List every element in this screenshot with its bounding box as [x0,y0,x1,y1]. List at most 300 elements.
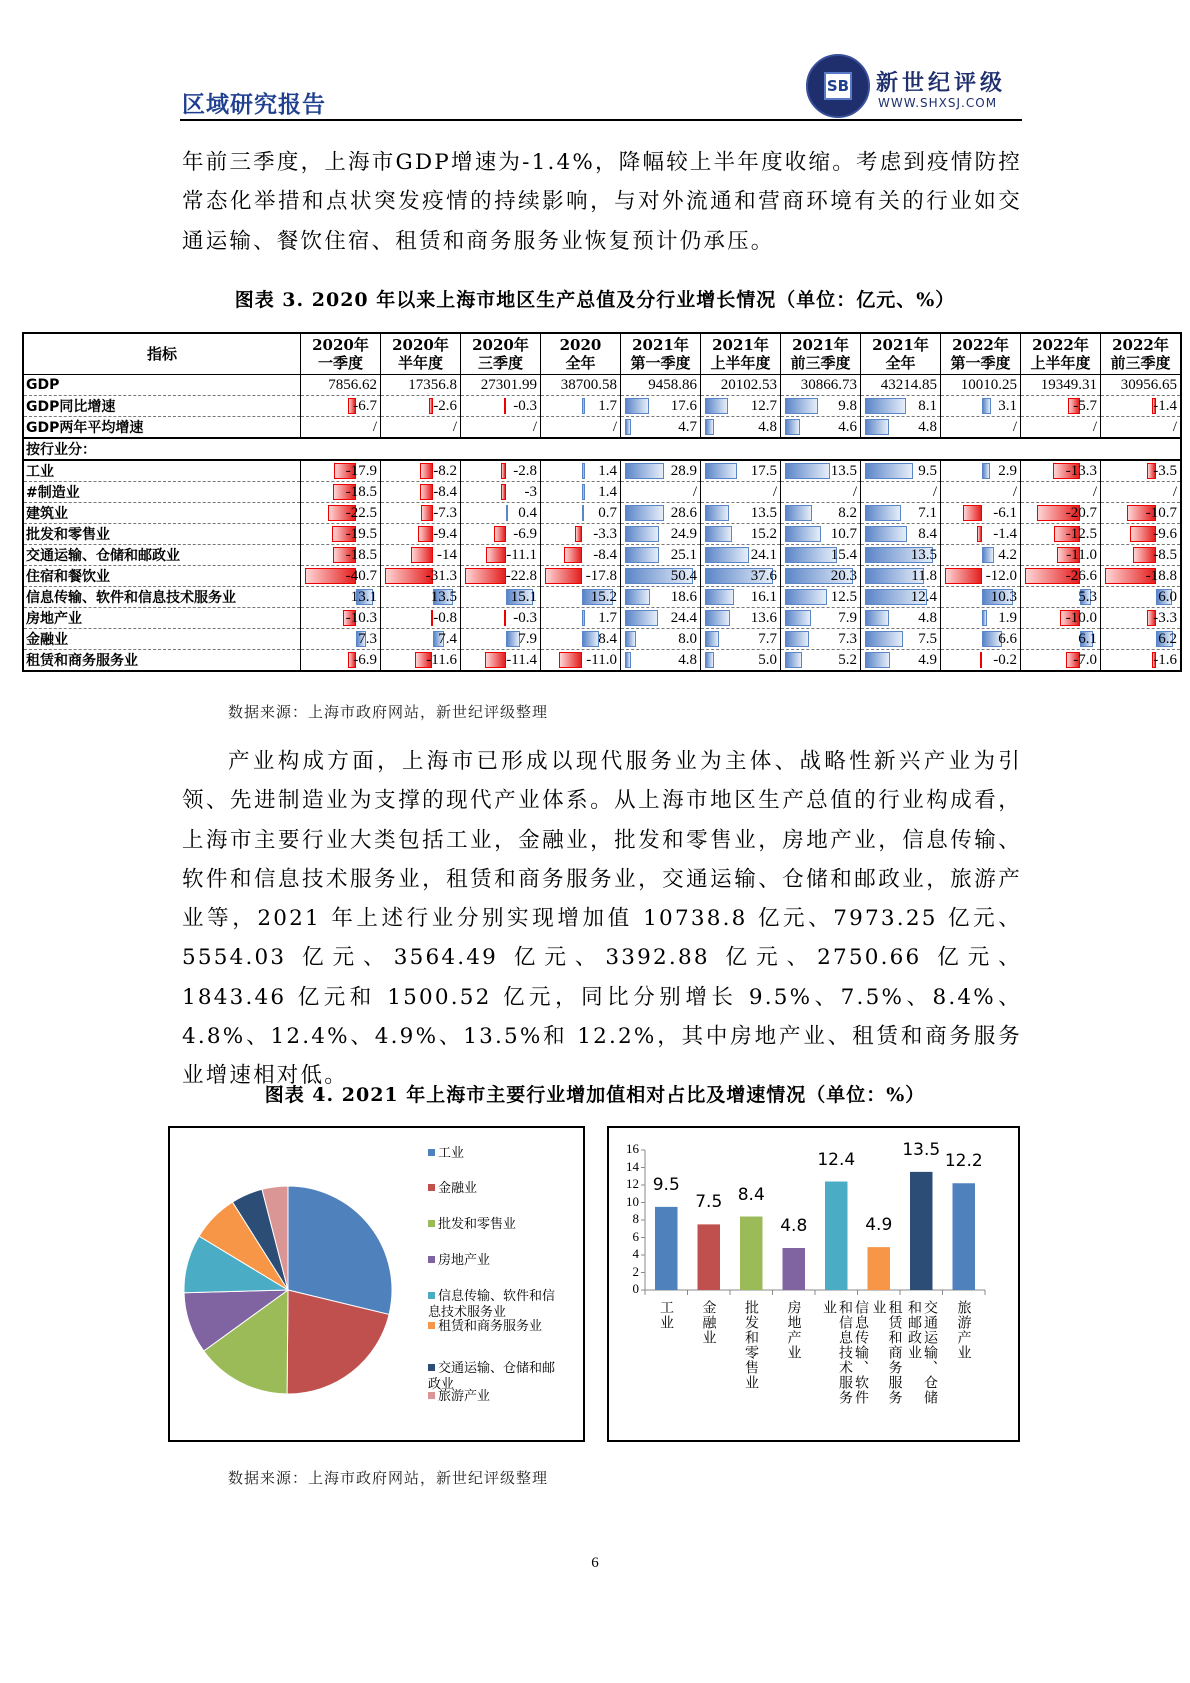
table-row [23,650,1181,672]
table-cell [621,460,701,482]
positive-data-bar [625,652,631,668]
cell-value: -1.6 [1153,651,1177,668]
table-row [23,375,1181,396]
column-header-line: 上半年度 [1030,354,1091,372]
table-cell [1021,396,1101,417]
row-label: 租赁和商务服务业 [23,650,301,672]
table-cell [701,566,781,587]
cell-value: 11.8 [911,567,937,584]
cell-value: 1.4 [598,462,617,479]
table-row [23,460,1181,482]
column-header-indicator: 指标 [23,333,301,375]
cell-value: 10.3 [990,588,1017,605]
table-cell [861,629,941,650]
cell-value: -11.1 [506,546,537,563]
legend-label: 交通运输、仓储和邮政业 [428,1361,556,1392]
cell-value: 7.5 [918,630,937,647]
cell-value: 7.9 [838,609,857,626]
table-cell [1101,545,1182,566]
table-cell [701,524,781,545]
negative-data-bar [564,547,581,563]
table-cell [941,650,1021,672]
cell-value: 4.8 [758,418,777,435]
cell-value: -11.0 [586,651,617,668]
positive-data-bar [865,631,903,647]
cell-value: / [612,418,617,435]
table-cell [1101,482,1182,503]
table-cell [301,375,381,396]
cell-value: -22.8 [505,567,537,584]
cell-value: 12.7 [750,397,777,414]
table-cell [381,503,461,524]
negative-data-bar [420,463,432,479]
x-category-label: 信息传输、软件和信息技术服务业 [821,1300,869,1405]
table-cell [701,545,781,566]
bar [825,1182,848,1291]
positive-data-bar [865,398,906,414]
bar-data-label: 13.5 [902,1139,941,1160]
legend-label: 工业 [438,1146,465,1161]
positive-data-bar [785,589,827,605]
legend-label: 房地产业 [438,1253,491,1268]
bar [910,1172,933,1290]
table-cell [941,587,1021,608]
table-cell [381,629,461,650]
table-cell [621,608,701,629]
positive-data-bar [785,463,830,479]
cell-value: -3.3 [593,525,617,542]
negative-data-bar [418,526,432,542]
table-cell [621,482,701,503]
table-cell [301,524,381,545]
legend-swatch [428,1292,435,1299]
table-cell [781,587,861,608]
cell-value: 2.9 [998,462,1017,479]
positive-data-bar [582,463,585,479]
table-cell [381,460,461,482]
cell-value: -11.6 [426,651,457,668]
table-cell [541,460,621,482]
y-tick-label: 2 [632,1263,639,1279]
legend-label: 旅游产业 [438,1389,491,1404]
legend-swatch [428,1149,435,1156]
column-header-line: 2022年 [1112,336,1169,354]
table-cell [541,566,621,587]
table-cell [701,460,781,482]
bar [868,1247,891,1290]
table-cell [1101,650,1182,672]
column-header-line: 2021年 [872,336,929,354]
positive-data-bar [705,610,730,626]
cell-value: -17.8 [585,567,617,584]
company-logo [806,54,870,118]
positive-data-bar [625,505,664,521]
column-header-line: 2022年 [952,336,1009,354]
table-cell [381,608,461,629]
cell-value: 5.0 [758,651,777,668]
cell-value: 0.7 [598,504,617,521]
table-row [23,503,1181,524]
negative-data-bar [575,526,582,542]
cell-value: 8.0 [678,630,697,647]
table-cell [781,503,861,524]
cell-value: / [772,483,777,500]
cell-value: 1.4 [598,483,617,500]
table-cell [941,396,1021,417]
positive-data-bar [705,526,732,542]
positive-data-bar [705,419,714,435]
positive-data-bar [705,547,749,563]
cell-value: 7856.62 [328,376,377,393]
positive-data-bar [785,526,821,542]
positive-data-bar [865,463,913,479]
cell-value: -11.4 [506,651,537,668]
row-label: GDP [23,375,301,396]
negative-data-bar [486,547,506,563]
table-cell [541,375,621,396]
positive-data-bar [625,398,649,414]
legend-item [428,1217,558,1233]
positive-data-bar [982,610,988,626]
cell-value: -17.9 [345,462,377,479]
cell-value: -3.5 [1153,462,1177,479]
negative-data-bar [977,526,981,542]
x-category-label: 旅游产业 [955,1300,972,1360]
bar-data-label: 7.5 [695,1192,723,1213]
positive-data-bar [705,463,737,479]
column-header-line: 全年 [565,354,596,372]
bar-data-label: 4.9 [865,1215,893,1236]
table-cell [781,566,861,587]
y-tick-label: 8 [632,1211,639,1226]
column-header [301,333,381,375]
cell-value: / [1172,418,1177,435]
cell-value: -13.3 [1065,462,1097,479]
negative-data-bar [504,398,506,414]
table-cell [301,650,381,672]
table-cell [301,587,381,608]
table-cell [861,650,941,672]
cell-value: -9.6 [1153,525,1177,542]
positive-data-bar [582,505,584,521]
cell-value: 16.1 [750,588,777,605]
table-cell [621,587,701,608]
cell-value: 30956.65 [1120,376,1177,393]
cell-value: 17356.8 [408,376,457,393]
cell-value: / [1012,418,1017,435]
table-row [23,417,1181,439]
cell-value: 24.9 [670,525,697,542]
table-cell [541,524,621,545]
positive-data-bar [705,652,714,668]
negative-data-bar [545,568,582,584]
row-label: 交通运输、仓储和邮政业 [23,545,301,566]
bar [953,1183,976,1290]
cell-value: -0.2 [993,651,1017,668]
table-cell [781,417,861,439]
table-cell [541,608,621,629]
cell-value: 18.6 [670,588,697,605]
table-cell [621,417,701,439]
table-row [23,608,1181,629]
legend-label: 金融业 [438,1181,478,1196]
cell-value: 20.3 [830,567,857,584]
cell-value: 7.7 [758,630,777,647]
column-header-line: 2020年 [312,336,369,354]
cell-value: 15.2 [590,588,617,605]
table-cell [1021,482,1101,503]
row-label: 信息传输、软件和信息技术服务业 [23,587,301,608]
table-cell [861,608,941,629]
cell-value: 10.7 [830,525,857,542]
column-header [941,333,1021,375]
table-cell [1021,375,1101,396]
table-cell [941,608,1021,629]
table-cell [301,417,381,439]
table-cell [381,650,461,672]
cell-value: 5.3 [1078,588,1097,605]
table-cell [701,629,781,650]
table-cell [461,587,541,608]
cell-value: 27301.99 [480,376,537,393]
table-cell [701,396,781,417]
cell-value: 4.8 [678,651,697,668]
cell-value: 6.1 [1078,630,1097,647]
report-section-title: 区域研究报告 [182,92,326,118]
negative-data-bar [465,568,506,584]
table-cell [781,524,861,545]
cell-value: 50.4 [670,567,697,584]
cell-value: 24.1 [750,546,777,563]
figure3-source: 数据来源：上海市政府网站，新世纪评级整理 [228,703,549,721]
table-row [23,482,1181,503]
cell-value: -6.9 [513,525,537,542]
cell-value: 43214.85 [880,376,937,393]
y-tick-label: 6 [632,1228,639,1244]
column-header-line: 一季度 [317,354,363,372]
table-cell [1101,629,1182,650]
column-header [1101,333,1182,375]
cell-value: -11.0 [1066,546,1097,563]
positive-data-bar [705,505,729,521]
cell-value: 7.3 [838,630,857,647]
row-label: 批发和零售业 [23,524,301,545]
cell-value: -18.5 [345,483,377,500]
positive-data-bar [705,398,728,414]
positive-data-bar [705,631,719,647]
table-cell [381,482,461,503]
cell-value: 12.5 [830,588,857,605]
positive-data-bar [625,419,631,435]
legend-swatch [428,1364,435,1371]
table-cell [701,503,781,524]
table-cell [941,482,1021,503]
cell-value: / [692,483,697,500]
positive-data-bar [982,547,995,563]
column-header-line: 2020年 [472,336,529,354]
column-header-line: 半年度 [397,354,443,372]
x-category-label: 房地产业 [785,1300,802,1360]
column-header-line: 第一季度 [630,354,691,372]
cell-value: 13.5 [830,462,857,479]
pie-chart-panel [168,1126,585,1442]
x-category-label: 批发和零售业 [743,1300,759,1390]
positive-data-bar [705,589,734,605]
table-cell [781,396,861,417]
legend-label: 租赁和商务服务业 [438,1319,543,1334]
table-cell [1101,587,1182,608]
cell-value: 4.2 [998,546,1017,563]
cell-value: / [532,418,537,435]
positive-data-bar [625,463,664,479]
table-cell [701,417,781,439]
cell-value: 13.5 [910,546,937,563]
table-cell [941,566,1021,587]
positive-data-bar [582,631,599,647]
positive-data-bar [625,547,659,563]
column-header-line: 前三季度 [1110,354,1171,372]
negative-data-bar [501,463,506,479]
cell-value: -1.4 [1153,397,1177,414]
cell-value: -3.3 [1153,609,1177,626]
cell-value: 24.4 [670,609,697,626]
table-cell [1021,417,1101,439]
cell-value: 15.2 [750,525,777,542]
cell-value: 28.9 [670,462,697,479]
table-cell [1101,375,1182,396]
table-cell [941,545,1021,566]
cell-value: -8.4 [433,483,457,500]
y-tick-label: 12 [626,1176,639,1191]
table-cell [541,587,621,608]
cell-value: -12.0 [985,567,1017,584]
x-category-label: 交通运输、仓储和邮政业 [906,1300,938,1405]
table-cell [1101,396,1182,417]
column-header-line: 全年 [885,354,916,372]
legend-swatch [428,1322,435,1329]
positive-data-bar [865,652,890,668]
cell-value: 20102.53 [720,376,777,393]
x-category-label: 租赁和商务服务业 [870,1300,903,1405]
positive-data-bar [506,505,508,521]
cell-value: -6.7 [353,397,377,414]
cell-value: 7.3 [358,630,377,647]
negative-data-bar [429,398,433,414]
logo-emblem: SB [824,72,852,100]
cell-value: 17.5 [750,462,777,479]
negative-data-bar [963,505,982,521]
cell-value: -8.5 [1153,546,1177,563]
negative-data-bar [501,484,506,500]
cell-value: 28.6 [670,504,697,521]
brand-name: 新世纪评级 [876,70,1007,96]
cell-value: 4.8 [918,418,937,435]
cell-value: 4.9 [918,651,937,668]
cell-value: 1.9 [998,609,1017,626]
table-section-row [23,438,1181,460]
cell-value: 9458.86 [648,376,697,393]
column-header-line: 三季度 [477,354,523,372]
column-header [861,333,941,375]
table-cell [461,503,541,524]
cell-value: -0.3 [513,609,537,626]
table-cell [541,482,621,503]
table-cell [1101,460,1182,482]
table-cell [1021,629,1101,650]
cell-value: -10.7 [1145,504,1177,521]
table-cell [941,503,1021,524]
section-label: 按行业分： [23,438,1181,460]
bar-data-label: 12.4 [817,1149,856,1170]
table-cell [781,375,861,396]
legend-item [428,1319,558,1335]
table-cell [301,608,381,629]
cell-value: 30866.73 [800,376,857,393]
negative-data-bar [945,568,982,584]
row-label: 建筑业 [23,503,301,524]
table-cell [941,524,1021,545]
cell-value: -8.2 [433,462,457,479]
table-row [23,629,1181,650]
table-cell [861,545,941,566]
cell-value: 6.2 [1158,630,1177,647]
negative-data-bar [485,652,505,668]
bar-data-label: 4.8 [780,1216,808,1236]
table-cell [621,629,701,650]
table-row [23,524,1181,545]
positive-data-bar [625,589,650,605]
table-cell [701,650,781,672]
table-cell [861,460,941,482]
table-cell [621,503,701,524]
legend-item [428,1181,558,1197]
cell-value: -7.0 [1073,651,1097,668]
negative-data-bar [420,484,433,500]
table-cell [701,587,781,608]
cell-value: -10.3 [345,609,377,626]
legend-swatch [428,1256,435,1263]
column-header [461,333,541,375]
positive-data-bar [865,610,889,626]
cell-value: 7.4 [438,630,457,647]
column-header [701,333,781,375]
positive-data-bar [582,484,585,500]
legend-label: 信息传输、软件和信息技术服务业 [428,1289,556,1320]
brand-url: WWW.SHXSJ.COM [878,96,998,110]
table-cell [301,566,381,587]
table-cell [781,482,861,503]
table-cell [461,375,541,396]
table-cell [941,375,1021,396]
gdp-growth-table [22,332,1182,672]
cell-value: -40.7 [345,567,377,584]
cell-value: 1.7 [598,397,617,414]
table-cell [941,460,1021,482]
cell-value: 6.6 [998,630,1017,647]
cell-value: -7.3 [433,504,457,521]
positive-data-bar [582,610,586,626]
table-cell [781,650,861,672]
table-cell [621,524,701,545]
legend-item [428,1289,558,1321]
column-header [621,333,701,375]
table-cell [1101,417,1182,439]
cell-value: 17.6 [670,397,697,414]
bar [783,1248,806,1290]
cell-value: 6.0 [1158,588,1177,605]
table-cell [381,587,461,608]
table-cell [541,417,621,439]
